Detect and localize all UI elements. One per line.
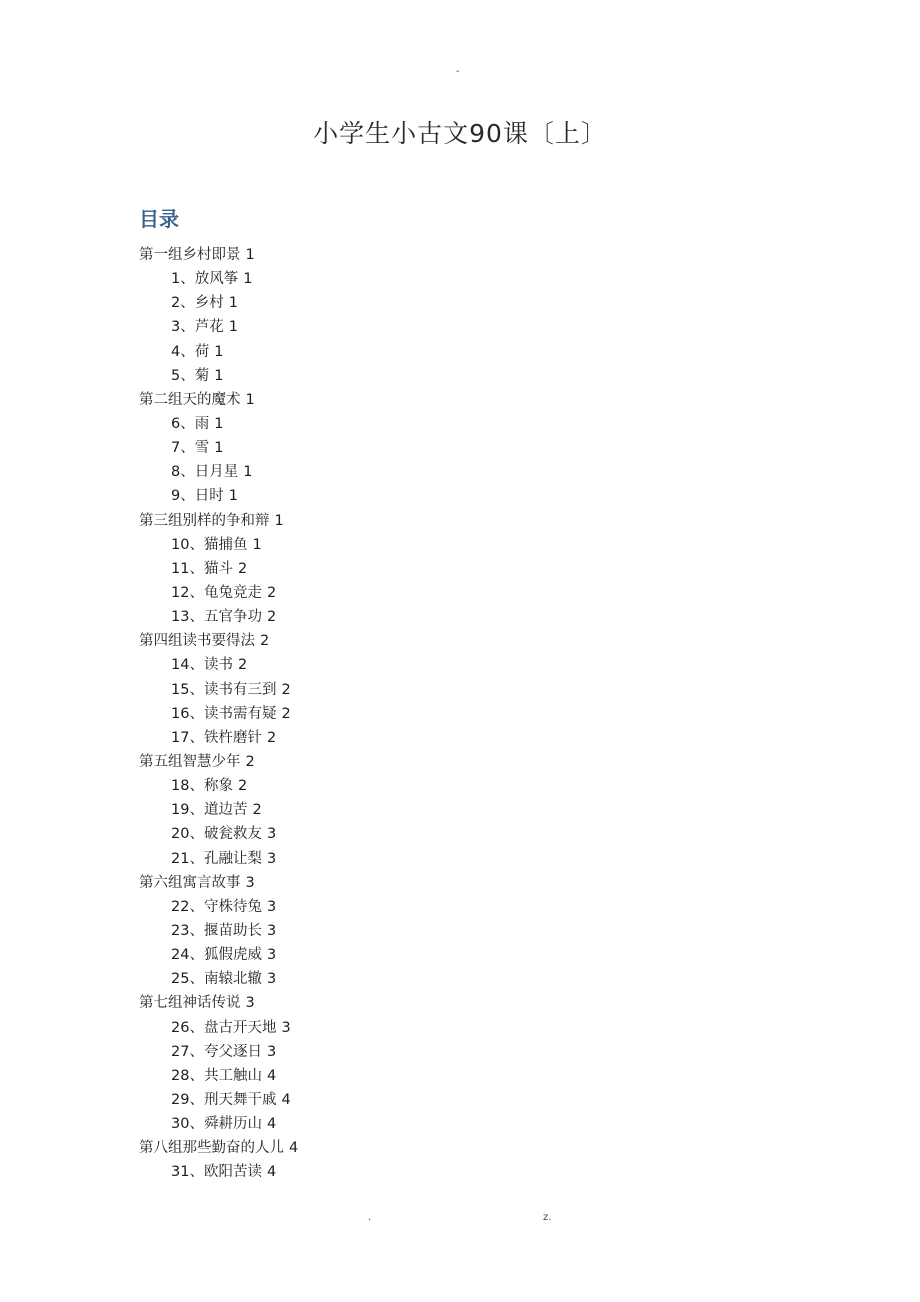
toc-group-entry[interactable] [139,1136,298,1160]
toc-entry-page-number: 1 [252,536,262,553]
toc-entry-page-number: 1 [214,367,224,384]
toc-heading: 目录 [139,207,179,231]
toc-entry-page-number: 1 [228,488,238,505]
toc-entry-label: 19、道边苦 [171,802,248,819]
toc-entry-page-number: 2 [237,560,248,577]
toc-entry-page-number: 1 [243,271,253,288]
toc-entry-page-number: 1 [214,415,224,432]
toc-entry-label: 第三组别样的争和辩 [139,512,270,529]
toc-entry-label: 第二组天的魔术 [139,391,241,408]
toc-lesson-entry[interactable] [139,605,298,629]
toc-entry-label: 8、日月星 [171,464,239,481]
toc-entry-label: 5、菊 [171,367,210,384]
toc-entry-page-number: 3 [245,874,255,891]
toc-entry-page-number: 2 [266,729,277,746]
document-title: 小学生小古文90课〔上〕 [313,119,607,148]
toc-lesson-entry[interactable] [139,726,298,750]
toc-entry-label: 16、读书需有疑 [171,705,277,722]
toc-entry-page-number: 2 [252,802,262,819]
toc-group-entry[interactable] [139,388,298,412]
toc-lesson-entry[interactable] [139,340,298,364]
toc-entry-label: 27、夸父逐日 [171,1043,262,1060]
toc-lesson-entry[interactable] [139,895,298,919]
toc-group-entry[interactable] [139,629,298,653]
toc-lesson-entry[interactable] [139,1064,298,1088]
toc-lesson-entry[interactable] [139,1112,298,1136]
toc-entry-label: 第一组乡村即景 [139,247,241,263]
toc-entry-page-number: 1 [243,464,253,481]
toc-entry-label: 2、乡村 [171,295,224,312]
toc-lesson-entry[interactable] [139,822,298,846]
toc-group-entry[interactable] [139,243,298,267]
toc-entry-page-number: 2 [260,633,270,650]
toc-entry-label: 20、破瓮救友 [171,826,262,843]
toc-entry-page-number: 3 [266,922,277,939]
toc-entry-page-number: 4 [266,1116,277,1133]
toc-group-entry[interactable] [139,871,298,895]
toc-lesson-entry[interactable] [139,291,298,315]
toc-entry-label: 第五组智慧少年 [139,753,241,770]
toc-group-entry[interactable] [139,991,298,1015]
toc-entry-label: 6、雨 [171,415,210,432]
toc-entry-page-number: 4 [266,1067,277,1084]
toc-entry-label: 第六组寓言故事 [139,874,241,891]
toc-entry-page-number: 3 [245,995,255,1012]
toc-lesson-entry[interactable] [139,557,298,581]
toc-entry-page-number: 1 [245,391,255,408]
toc-entry-page-number: 3 [266,971,277,988]
toc-lesson-entry[interactable] [139,412,298,436]
toc-lesson-entry[interactable] [139,533,298,557]
toc-lesson-entry[interactable] [139,460,298,484]
toc-entry-page-number: 4 [289,1140,299,1157]
toc-lesson-entry[interactable] [139,678,298,702]
toc-entry-label: 7、雪 [171,440,210,457]
toc-entry-label: 31、欧阳苦读 [171,1164,262,1181]
toc-entry-label: 13、五官争功 [171,609,262,626]
page-header-mark: - [456,66,460,77]
toc-entry-label: 25、南辕北辙 [171,971,262,988]
table-of-contents [139,243,298,1184]
toc-entry-label: 23、揠苗助长 [171,922,262,939]
toc-entry-label: 30、舜耕历山 [171,1116,262,1133]
toc-lesson-entry[interactable] [139,484,298,508]
toc-lesson-entry[interactable] [139,847,298,871]
toc-entry-label: 21、孔融让梨 [171,850,262,867]
toc-entry-page-number: 1 [214,343,224,360]
toc-entry-label: 第四组读书要得法 [139,633,255,650]
toc-entry-page-number: 1 [245,247,255,263]
toc-entry-label: 第七组神话传说 [139,995,241,1012]
toc-lesson-entry[interactable] [139,1160,298,1184]
toc-lesson-entry[interactable] [139,1040,298,1064]
toc-entry-label: 9、日时 [171,488,224,505]
toc-entry-label: 15、读书有三到 [171,681,277,698]
page-footer-left-mark: . [368,1212,372,1223]
toc-entry-label: 10、猫捕鱼 [171,536,248,553]
toc-entry-page-number: 3 [266,1043,277,1060]
toc-entry-label: 17、铁杵磨针 [171,729,262,746]
toc-entry-page-number: 1 [228,295,238,312]
toc-group-entry[interactable] [139,509,298,533]
toc-entry-label: 3、芦花 [171,319,224,336]
toc-lesson-entry[interactable] [139,774,298,798]
toc-entry-label: 24、狐假虎威 [171,947,262,964]
toc-entry-page-number: 2 [266,609,277,626]
toc-entry-page-number: 3 [266,898,277,915]
toc-entry-page-number: 3 [266,826,277,843]
toc-lesson-entry[interactable] [139,1016,298,1040]
toc-entry-page-number: 1 [214,440,224,457]
toc-lesson-entry[interactable] [139,436,298,460]
toc-entry-page-number: 1 [228,319,238,336]
toc-entry-page-number: 4 [281,1091,291,1108]
toc-entry-page-number: 2 [237,657,248,674]
toc-entry-page-number: 2 [281,681,291,698]
toc-entry-label: 22、守株待兔 [171,898,262,915]
toc-entry-label: 12、龟兔竞走 [171,584,262,601]
toc-lesson-entry[interactable] [139,267,298,291]
toc-lesson-entry[interactable] [139,943,298,967]
toc-entry-page-number: 2 [266,584,277,601]
toc-entry-label: 28、共工触山 [171,1067,262,1084]
toc-lesson-entry[interactable] [139,653,298,677]
toc-entry-label: 14、读书 [171,657,233,674]
toc-entry-page-number: 3 [266,850,277,867]
toc-entry-page-number: 1 [274,512,284,529]
toc-lesson-entry[interactable] [139,702,298,726]
toc-entry-page-number: 2 [237,778,248,795]
toc-lesson-entry[interactable] [139,315,298,339]
toc-entry-page-number: 2 [245,753,255,770]
toc-entry-label: 第八组那些勤奋的人儿 [139,1140,284,1157]
toc-entry-label: 1、放风筝 [171,271,239,288]
toc-lesson-entry[interactable] [139,967,298,991]
toc-entry-label: 26、盘古开天地 [171,1019,277,1036]
toc-entry-page-number: 4 [266,1164,277,1181]
toc-group-entry[interactable] [139,750,298,774]
toc-entry-page-number: 3 [266,947,277,964]
toc-entry-label: 11、猫斗 [171,560,233,577]
toc-entry-label: 18、称象 [171,778,233,795]
toc-entry-page-number: 3 [281,1019,291,1036]
toc-entry-label: 29、刑天舞干戚 [171,1091,277,1108]
page-footer-right-mark: z. [543,1212,552,1223]
toc-lesson-entry[interactable] [139,798,298,822]
toc-lesson-entry[interactable] [139,1088,298,1112]
toc-lesson-entry[interactable] [139,919,298,943]
toc-entry-label: 4、荷 [171,343,210,360]
toc-lesson-entry[interactable] [139,364,298,388]
toc-lesson-entry[interactable] [139,581,298,605]
toc-entry-page-number: 2 [281,705,291,722]
